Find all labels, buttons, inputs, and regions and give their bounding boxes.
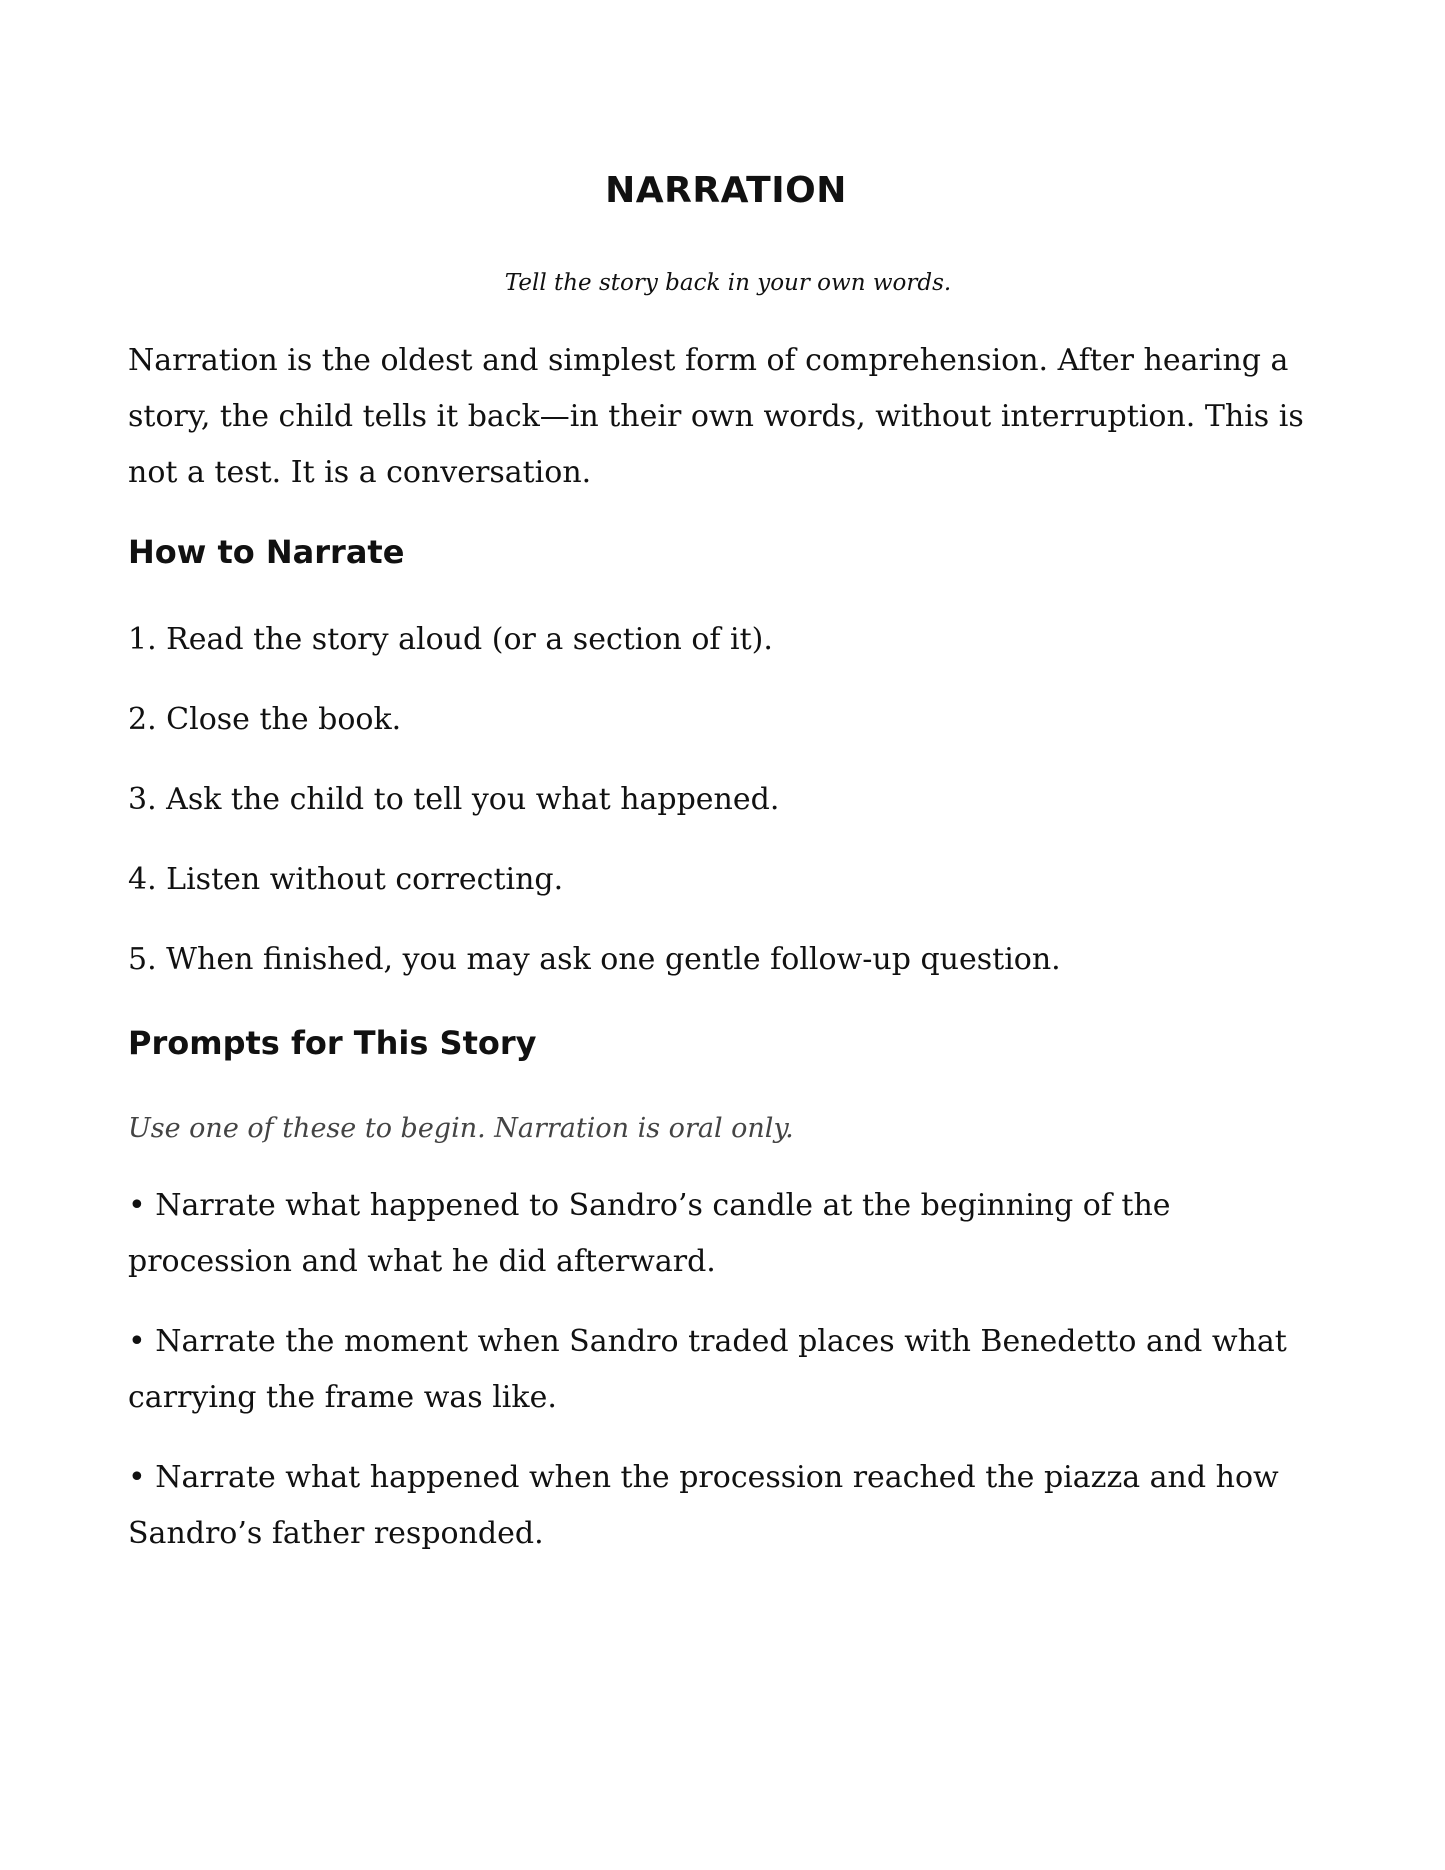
step-item: 3. Ask the child to tell you what happened. xyxy=(128,782,780,817)
page-title xyxy=(128,170,1328,211)
prompts-heading: Prompts for This Story xyxy=(128,1024,537,1062)
prompt-item: • Narrate the moment when Sandro traded places with Benedetto and what carrying the frame was like. xyxy=(128,1324,1287,1415)
step-item: 1. Read the story aloud (or a section of it). xyxy=(128,622,773,657)
step-item: 5. When finished, you may ask one gentle follow-up question. xyxy=(128,942,1061,977)
how-to-heading: How to Narrate xyxy=(128,533,405,571)
page-subtitle: Tell the story back in your own words. xyxy=(504,270,952,296)
prompt-item: • Narrate what happened when the procession reached the piazza and how Sandro’s father responded. xyxy=(128,1460,1279,1551)
prompt-item: • Narrate what happened to Sandro’s candle at the beginning of the procession and what he did afterward. xyxy=(128,1188,1171,1279)
step-item: 4. Listen without correcting. xyxy=(128,862,564,897)
prompts-note: Use one of these to begin. Narration is oral only. xyxy=(128,1113,794,1144)
intro-paragraph: Narration is the oldest and simplest form of comprehension. After hearing a story, the child tells it back—in their own words, without interruption. This is not a test. It is a conversation. xyxy=(128,343,1304,490)
step-item: 2. Close the book. xyxy=(128,702,402,737)
page-title-text: NARRATION xyxy=(605,170,847,211)
